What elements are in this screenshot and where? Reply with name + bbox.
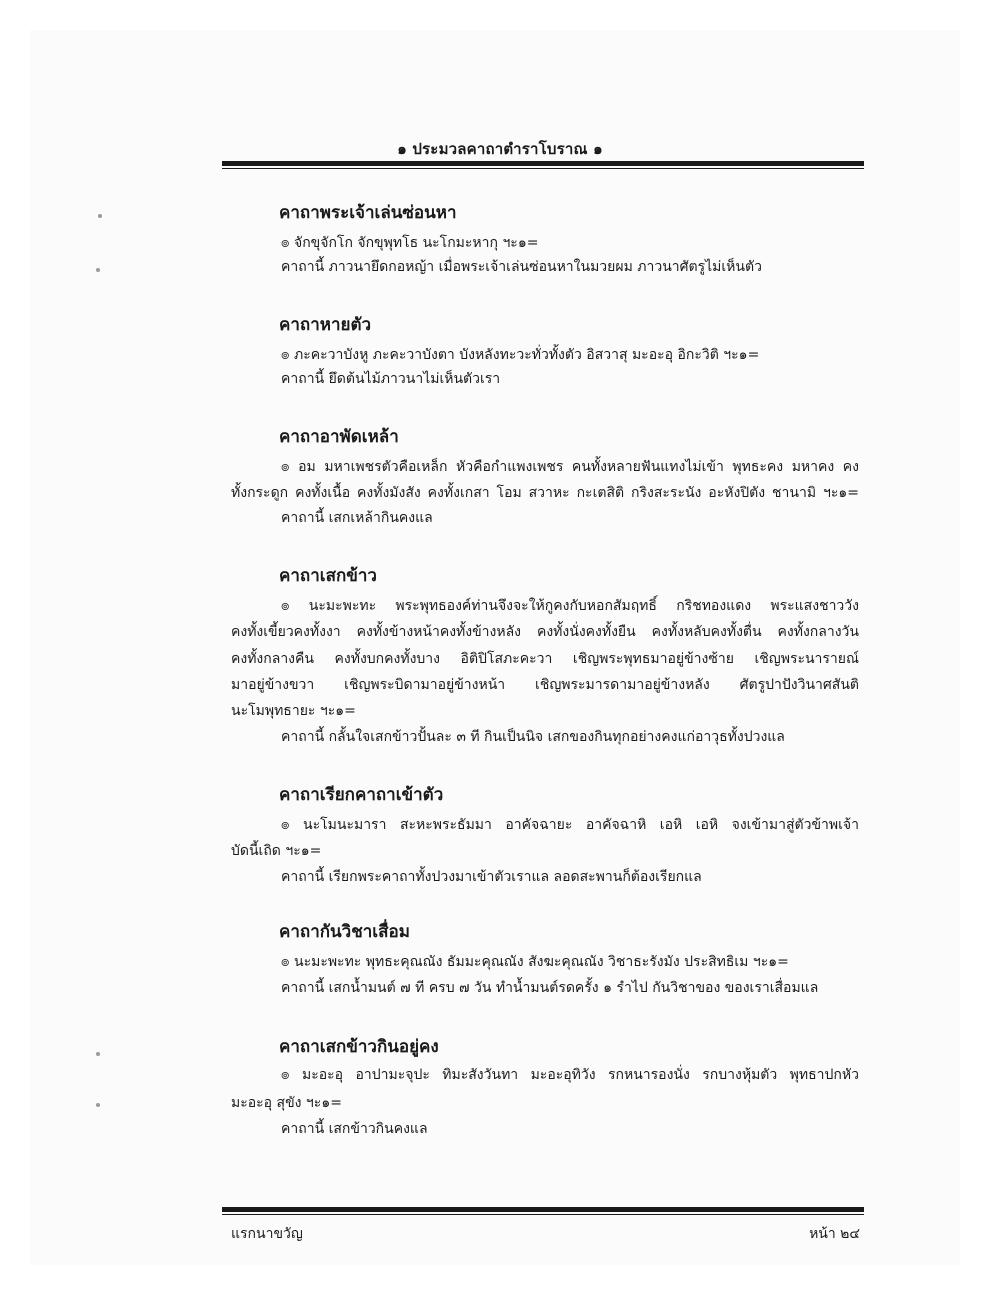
- scan-speck: [96, 268, 100, 272]
- note-line: คาถานี้ เสกข้าวกินคงแล: [281, 1121, 428, 1137]
- header-rule-thin: [222, 168, 864, 169]
- note-line: คาถานี้ เสกน้ำมนต์ ๗ ที ครบ ๗ วัน ทำน้ำมนต์รดครั้ง ๑ รำไป กันวิชาของ ของเราเสื่อมแล: [281, 980, 819, 996]
- section-title: คาถาเสกข้าว: [279, 566, 377, 586]
- note-line: คาถานี้ กลั้นใจเสกข้าวปั้นละ ๓ ที กินเป็นนิจ เสกของกินทุกอย่างคงแก่อาวุธทั้งปวงแล: [281, 729, 785, 745]
- chant-line: นะโมพุทธายะ ฯะ๑=: [231, 703, 356, 719]
- footer-book-title: แรกนาขวัญ: [231, 1226, 303, 1242]
- section-title: คาถาเสกข้าวกินอยู่คง: [279, 1037, 439, 1057]
- note-line: คาถานี้ เรียกพระคาถาทั้งปวงมาเข้าตัวเราแล ลอดสะพานก็ต้องเรียกแล: [281, 869, 702, 885]
- chant-line: ๏ มะอะอุ อาปามะจุปะ ทิมะสังวันทา มะอะอุทิวัง รกหนารองนั่ง รกบางหุ้มตัว พุทธาปกหัว: [281, 1067, 859, 1083]
- chant-line: คงทั้งเขี้ยวคงทั้งงา คงทั้งข้างหน้าคงทั้งข้างหลัง คงทั้งนั่งคงทั้งยืน คงทั้งหลับคงทั้งตื่น คงทั้งกลางวัน: [231, 624, 859, 640]
- note-line: คาถานี้ ภาวนายึดกอหญ้า เมื่อพระเจ้าเล่นซ่อนหาในมวยผม ภาวนาศัตรูไม่เห็นตัว: [281, 259, 762, 275]
- chant-line: มะอะอุ สุขัง ฯะ๑=: [231, 1095, 342, 1111]
- scan-speck: [96, 1103, 100, 1107]
- chant-line: ๏ ภะคะวาบังหู ภะคะวาบังตา บังหลังทะวะทั่วทั้งตัว อิสวาสุ มะอะอุ อิกะวิติ ฯะ๑=: [281, 347, 760, 363]
- footer-page-number: หน้า ๒๔: [809, 1226, 860, 1242]
- chant-line: ๏ จักขุจักโก จักขุพุทโธ นะโกมะหากุ ฯะ๑=: [281, 235, 539, 251]
- chant-line: ๏ นะมะพะทะ พุทธะคุณณัง ธัมมะคุณณัง สังฆะคุณณัง วิชาธะรังมัง ประสิทธิเม ฯะ๑=: [281, 954, 789, 970]
- chant-line: ทั้งกระดูก คงทั้งเนื้อ คงทั้งมังสัง คงทั้งเกสา โอม สวาหะ กะเตสิติ กริงสะระนัง อะหังปิตัง ชานามิ ฯะ๑=: [231, 485, 859, 501]
- section-title: คาถาพระเจ้าเล่นซ่อนหา: [279, 203, 457, 223]
- footer-rule-thick: [222, 1207, 864, 1212]
- section-title: คาถาอาพัดเหล้า: [279, 427, 399, 447]
- chant-line: คงทั้งกลางคืน คงทั้งบกคงทั้งบาง อิติปิโสภะคะวา เชิญพระพุทธมาอยู่ข้างซ้าย เชิญพระนารายณ์: [231, 651, 859, 667]
- page-header-title: ๑ ประมวลคาถาตำราโบราณ ๑: [397, 140, 603, 158]
- chant-line: มาอยู่ข้างขวา เชิญพระบิดามาอยู่ข้างหน้า เชิญพระมารดามาอยู่ข้างหลัง ศัตรูปาปังวินาศสันติ: [231, 677, 859, 693]
- note-line: คาถานี้ ยึดต้นไม้ภาวนาไม่เห็นตัวเรา: [281, 371, 501, 387]
- section-title: คาถากันวิชาเสื่อม: [279, 922, 410, 942]
- chant-line: ๏ อม มหาเพชรตัวคือเหล็ก หัวคือกำแพงเพชร คนทั้งหลายฟันแทงไม่เข้า พุทธะคง มหาคง คง: [281, 459, 859, 475]
- section-title: คาถาหายตัว: [279, 315, 372, 335]
- chant-line: บัดนี้เถิด ฯะ๑=: [231, 843, 322, 859]
- chant-line: ๏ นะมะพะทะ พระพุทธองค์ท่านจึงจะให้กูคงกับหอกสัมฤทธิ์ กริชทองแดง พระแสงชาววัง: [281, 598, 859, 614]
- chant-line: ๏ นะโมนะมารา สะหะพระธัมมา อาคัจฉายะ อาคัจฉาหิ เอหิ เอหิ จงเข้ามาสู่ตัวข้าพเจ้า: [281, 817, 859, 833]
- section-title: คาถาเรียกคาถาเข้าตัว: [279, 785, 444, 805]
- scan-speck: [96, 1052, 100, 1056]
- header-rule-thick: [222, 161, 864, 166]
- footer-rule-thin: [222, 1214, 864, 1215]
- note-line: คาถานี้ เสกเหล้ากินคงแล: [281, 510, 433, 526]
- scan-speck: [98, 214, 102, 218]
